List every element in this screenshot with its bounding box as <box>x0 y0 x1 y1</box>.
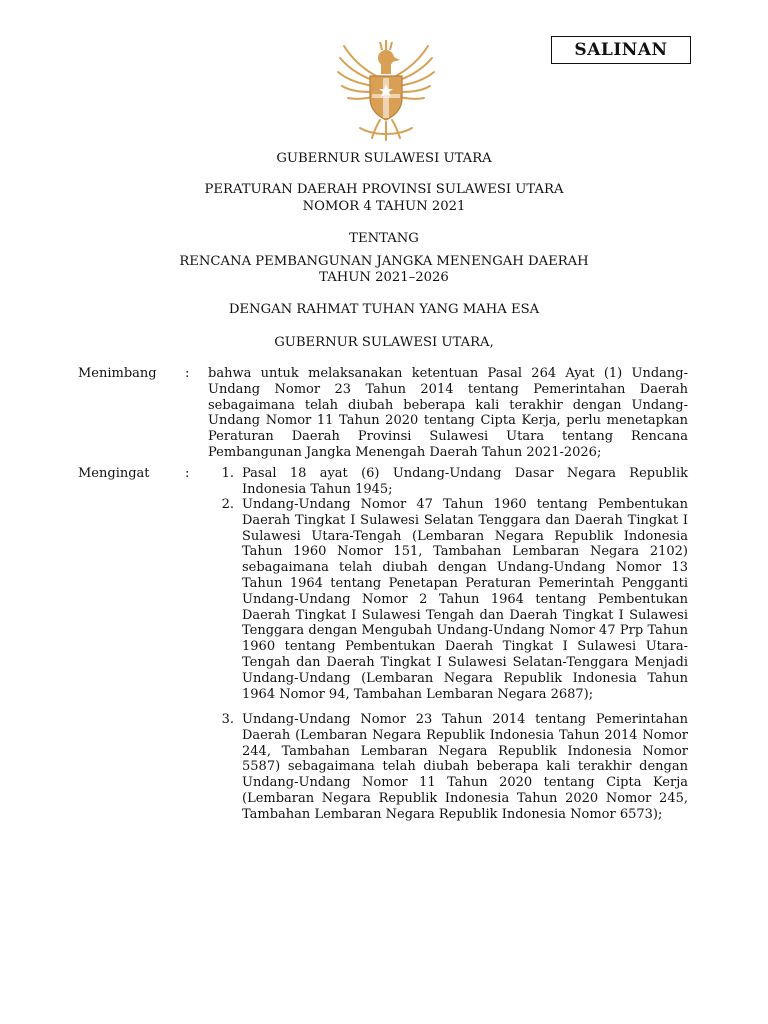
mengingat-colon: : <box>185 466 190 481</box>
issuer-title: GUBERNUR SULAWESI UTARA <box>276 151 492 166</box>
list-item <box>208 712 688 823</box>
mengingat-list <box>208 466 688 823</box>
list-item-text: Undang-Undang Nomor 47 Tahun 1960 tentang Pembentukan Daerah Tingkat I Sulawesi Selatan Tenggara dan Daerah Tingkat I Sulawesi Utara-Tengah (Lembaran Negara Republik Indonesia Tahun 1960 Nomor 151, Tambahan Lembaran Negara 2102) sebagaimana telah diubah dengan Undang-Undang Nomor 13 Tahun 1964 tentang Penetapan Peraturan Pemerintah Pengganti Undang-Undang Nomor 2 Tahun 1964 tentang Pembentukan Daerah Tingkat I Sulawesi Tengah dan Daerah Tingkat I Sulawesi Tenggara dengan Mengubah Undang-Undang Nomor 47 Prp Tahun 1960 tentang Pembentukan Daerah Tingkat I Sulawesi Utara-Tengah dan Daerah Tingkat I Sulawesi Selatan-Tenggara Menjadi Undang-Undang (Lembaran Negara Republik Indonesia Tahun 1964 Nomor 94, Tambahan Lembaran Negara 2687); <box>242 497 688 702</box>
invocation: DENGAN RAHMAT TUHAN YANG MAHA ESA <box>228 302 540 317</box>
list-item <box>208 466 688 497</box>
enactor: GUBERNUR SULAWESI UTARA, <box>274 335 494 350</box>
list-item-number: 3. <box>221 712 234 727</box>
list-item-text: Pasal 18 ayat (6) Undang-Undang Dasar Negara Republik Indonesia Tahun 1945; <box>242 466 688 497</box>
list-item <box>208 497 688 712</box>
menimbang-text: bahwa untuk melaksanakan ketentuan Pasal 264 Ayat (1) Undang-Undang Nomor 23 Tahun 2014 tentang Pemerintahan Daerah sebagaimana telah diubah beberapa kali terakhir dengan Undang-Undang Nomor 11 Tahun 2020 tentang Cipta Kerja, perlu menetapkan Peraturan Daerah Provinsi Sulawesi Utara tentang Rencana Pembangunan Jangka Menengah Daerah Tahun 2021-2026; <box>208 366 688 460</box>
copy-stamp: SALINAN <box>551 36 691 64</box>
subject-line-2: TAHUN 2021–2026 <box>319 270 449 285</box>
mengingat-label: Mengingat <box>78 466 150 481</box>
subject-line-1: RENCANA PEMBANGUNAN JANGKA MENENGAH DAERAH <box>179 254 589 269</box>
regulation-number: NOMOR 4 TAHUN 2021 <box>302 199 466 214</box>
garuda-emblem-icon <box>330 32 442 144</box>
list-item-number: 1. <box>221 466 234 481</box>
list-item-number: 2. <box>221 497 234 512</box>
menimbang-label: Menimbang <box>78 366 157 381</box>
regulation-title: PERATURAN DAERAH PROVINSI SULAWESI UTARA <box>204 182 564 197</box>
about-label: TENTANG <box>349 231 419 246</box>
menimbang-colon: : <box>185 366 190 381</box>
list-item-text: Undang-Undang Nomor 23 Tahun 2014 tentang Pemerintahan Daerah (Lembaran Negara Republik Indonesia Tahun 2014 Nomor 244, Tambahan Lembaran Negara Republik Indonesia Nomor 5587) sebagaimana telah diubah beberapa kali terakhir dengan Undang-Undang Nomor 11 Tahun 2020 tentang Cipta Kerja (Lembaran Negara Republik Indonesia Tahun 2020 Nomor 245, Tambahan Lembaran Negara Republik Indonesia Nomor 6573); <box>242 712 688 822</box>
